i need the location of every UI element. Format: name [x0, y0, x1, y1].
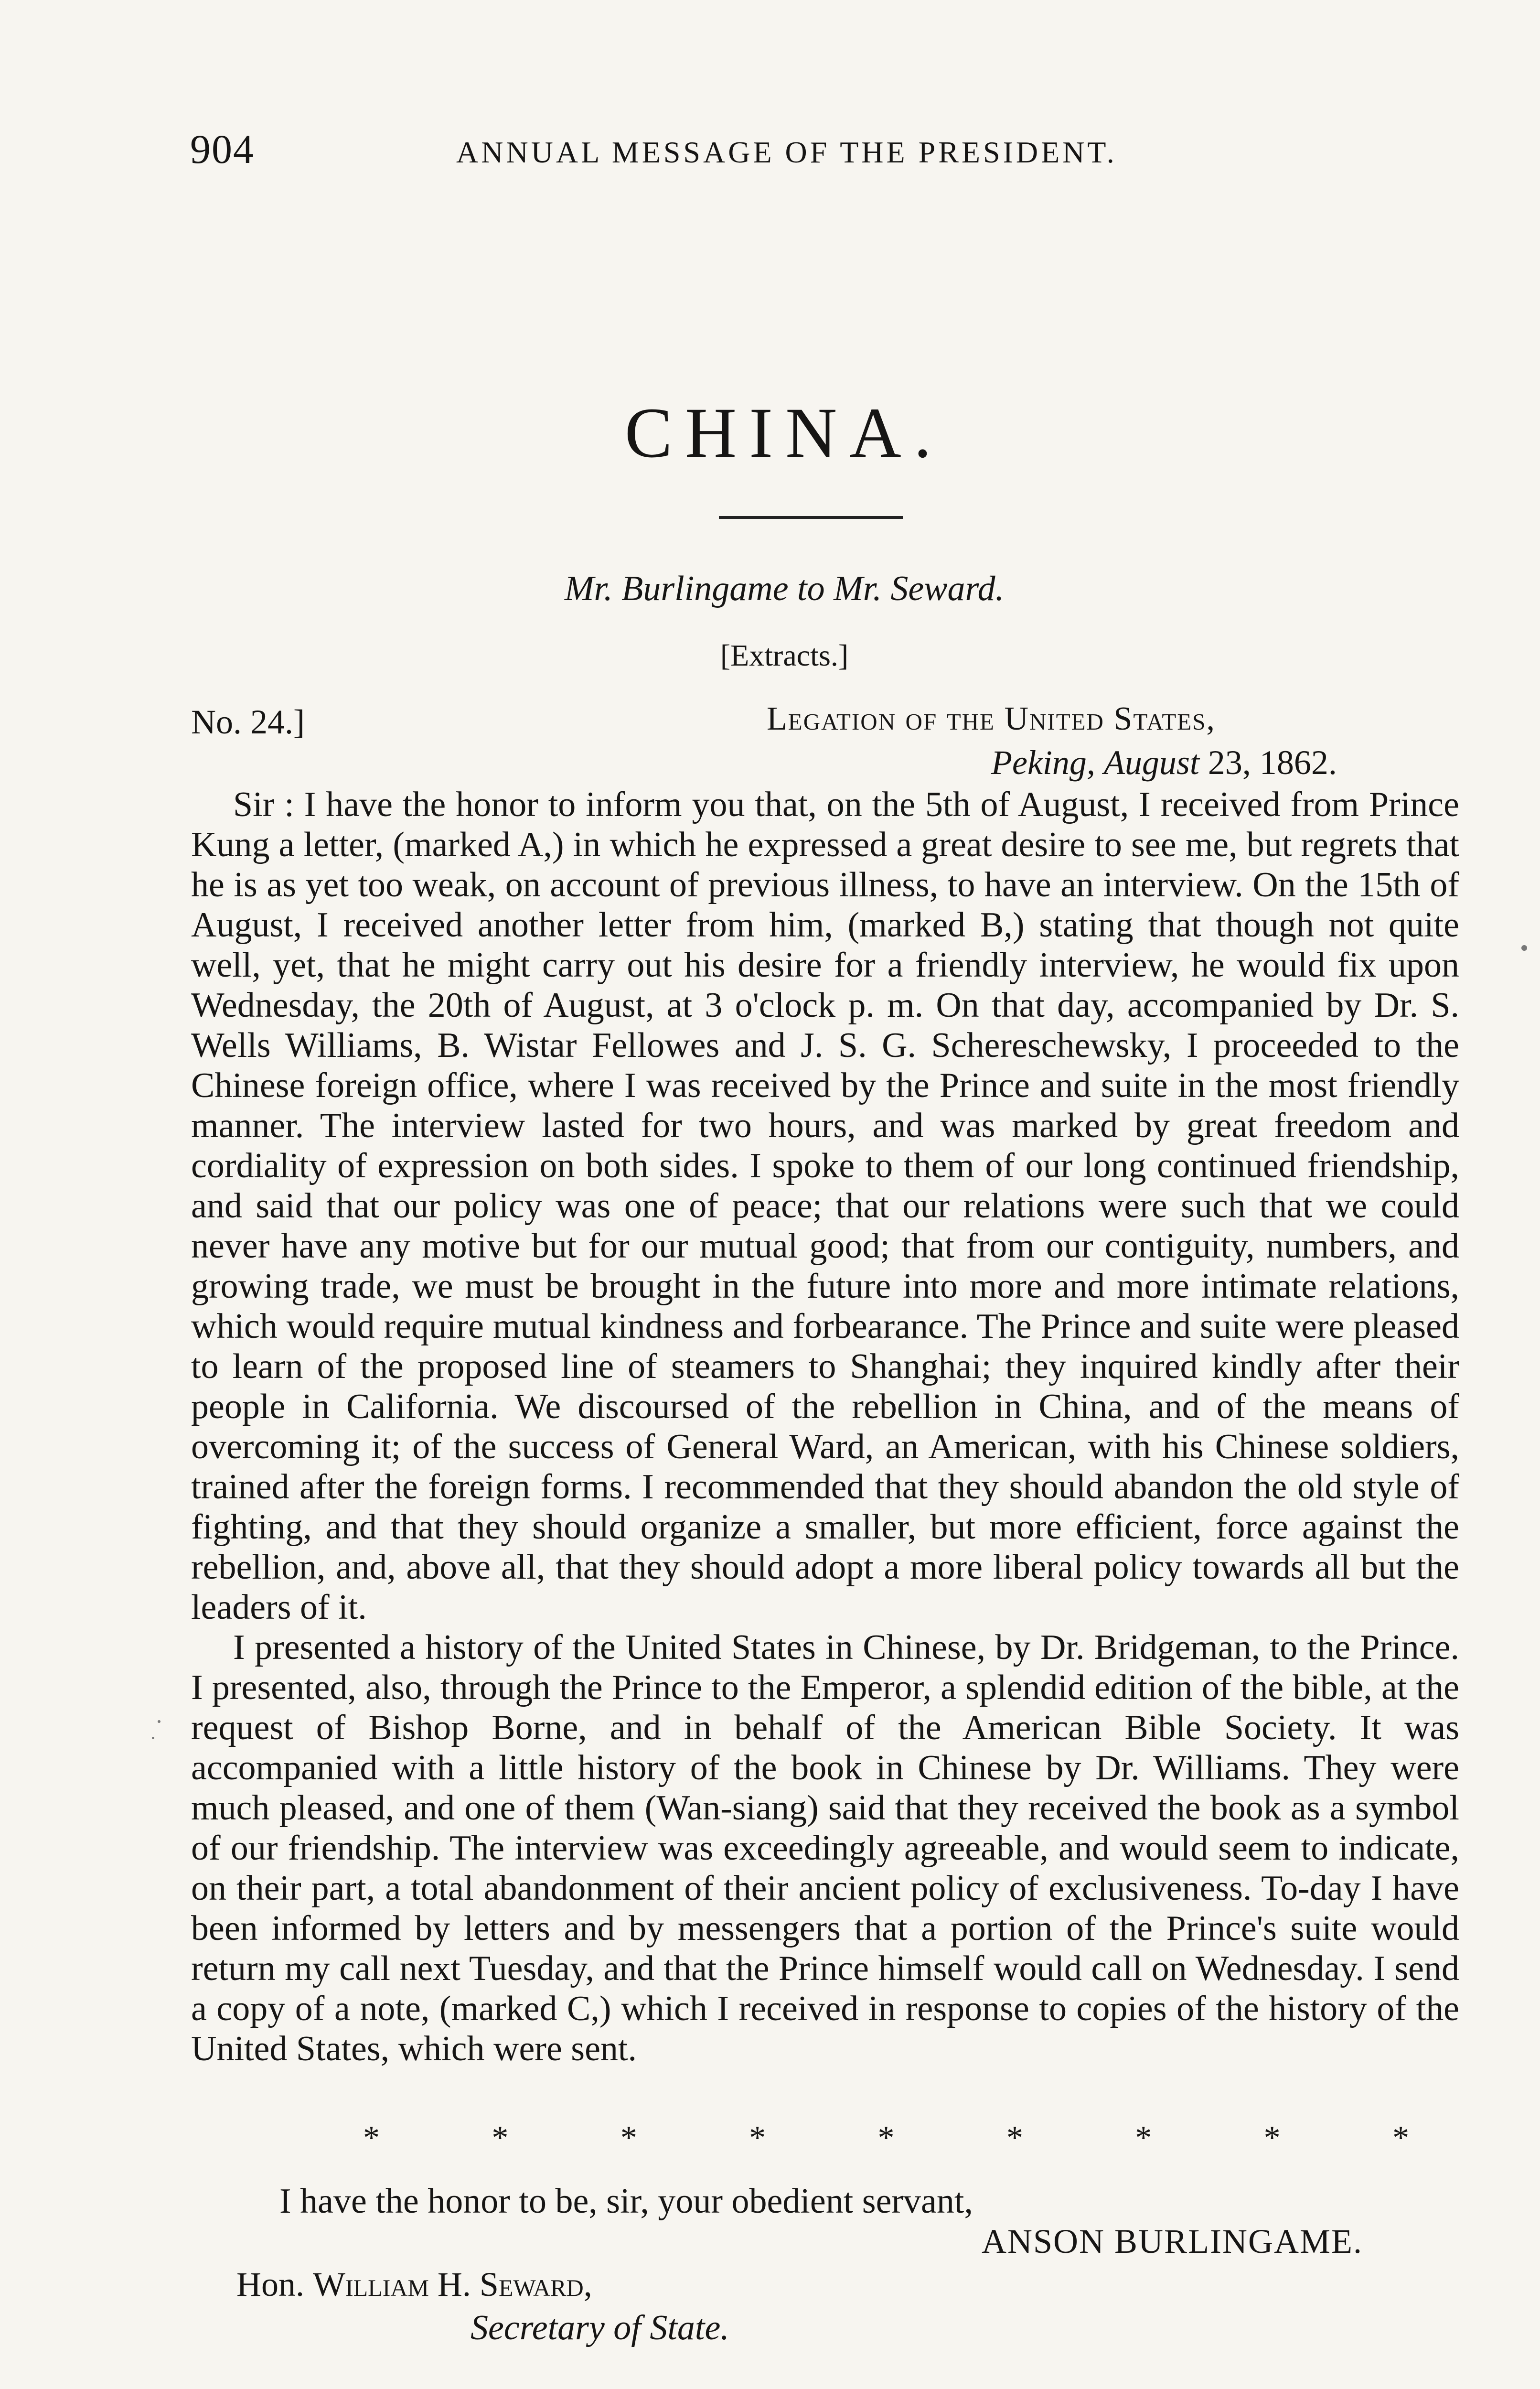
section-title: CHINA.: [624, 393, 944, 473]
signature: ANSON BURLINGAME.: [982, 2222, 1363, 2260]
star: *: [492, 2120, 509, 2156]
star: *: [1006, 2120, 1023, 2156]
scan-speck: [152, 1737, 154, 1739]
legation-line: Legation of the United States,: [767, 700, 1216, 737]
recipient-prefix: Hon.: [236, 2265, 304, 2303]
star: *: [1135, 2120, 1152, 2156]
star: *: [1392, 2120, 1409, 2156]
star: *: [1263, 2120, 1281, 2156]
recipient-name: William H. Seward,: [313, 2265, 592, 2303]
title-rule: [719, 516, 903, 519]
paragraph: Sir : I have the honor to inform you that, on the 5th of August, I received from Prince Kung a letter, (marked A,) in which he expressed a great desire to see me, but regrets that he is as yet too weak, on account of previous illness, to have an interview. On the 15th of August, I received another letter from him, (marked B,) stating that though not quite well, yet, that he might carry out his desire for a friendly interview, he would fix upon Wednesday, the 20th of August, at 3 o'clock p. m. On that day, accompanied by Dr. S. Wells Williams, B. Wistar Fellowes and J. S. G. Schereschewsky, I proceeded to the Chinese foreign office, where I was received by the Prince and suite in the most friendly manner. The interview lasted for two hours, and was marked by great freedom and cordiality of expression on both sides. I spoke to them of our long continued friendship, and said that our policy was one of peace; that our relations were such that we could never have any motive but for our mutual good; that from our contiguity, numbers, and growing trade, we must be brought in the future into more and more intimate relations, which would require mutual kindness and forbearance. The Prince and suite were pleased to learn of the proposed line of steamers to Shanghai; they inquired kindly after their people in California. We discoursed of the rebellion in China, and of the means of overcoming it; of the success of General Ward, an American, with his Chinese soldiers, trained after the foreign forms. I recommended that they should abandon the old style of fighting, and that they should organize a smaller, but more efficient, force against the rebellion, and, above all, that they should adopt a more liberal policy towards all but the leaders of it.: [191, 785, 1459, 1627]
extracts-note: [Extracts.]: [720, 638, 849, 672]
closing-line: I have the honor to be, sir, your obedient servant,: [279, 2182, 973, 2221]
recipient-line: [236, 2265, 592, 2304]
star: *: [620, 2120, 637, 2156]
scan-speck: [1521, 945, 1527, 951]
star: *: [749, 2120, 766, 2156]
running-title: ANNUAL MESSAGE OF THE PRESIDENT.: [456, 135, 1117, 169]
dateline: [991, 743, 1337, 783]
dateline-day-year: 23, 1862.: [1208, 743, 1337, 782]
dateline-month: August: [1103, 743, 1199, 782]
star: *: [877, 2120, 895, 2156]
star: *: [363, 2120, 380, 2156]
paragraph: I presented a history of the United States in Chinese, by Dr. Bridgeman, to the Prince. I presented, also, through the Prince to the Emperor, a splendid edition of the bible, at the request of Bishop Borne, and in behalf of the American Bible Society. It was accompanied with a little history of the book in Chinese by Dr. Williams. They were much pleased, and one of them (Wan-siang) said that they received the book as a symbol of our friendship. The interview was exceedingly agreeable, and would seem to indicate, on their part, a total abandonment of their ancient policy of exclusiveness. To-day I have been informed by letters and by messengers that a portion of the Prince's suite would return my call next Tuesday, and that the Prince himself would call on Wednesday. I send a copy of a note, (marked C,) which I received in response to copies of the history of the United States, which were sent.: [191, 1628, 1459, 2068]
dispatch-number: No. 24.]: [191, 703, 305, 741]
letter-body: [191, 785, 1459, 2069]
scan-speck: [158, 1720, 160, 1723]
letter-heading: Mr. Burlingame to Mr. Seward.: [564, 569, 1005, 608]
page-number: 904: [190, 126, 255, 172]
dateline-place: Peking,: [991, 743, 1095, 782]
recipient-title: Secretary of State.: [471, 2308, 729, 2347]
ellipsis-stars: [363, 2119, 1409, 2157]
